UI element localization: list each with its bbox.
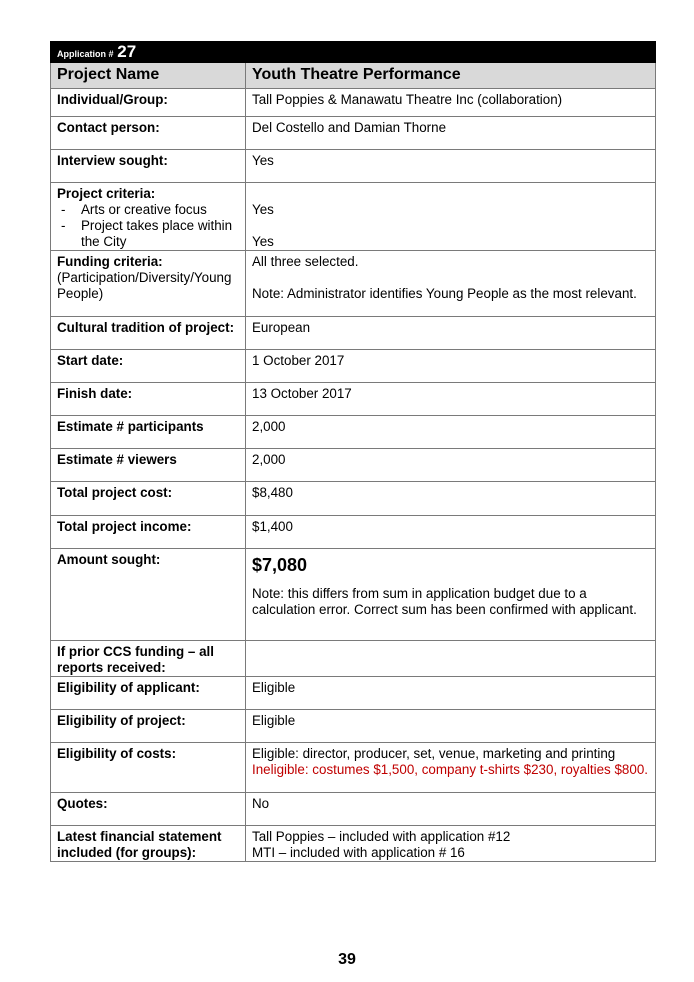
financial-statement-value-1: Tall Poppies – included with application #12 (252, 829, 511, 844)
quotes-label: Quotes: (51, 793, 246, 826)
table-row (51, 516, 656, 549)
eligibility-costs-ineligible: Ineligible: costumes $1,500, company t-shirts $230, royalties $800. (252, 762, 648, 777)
total-income-label: Total project income: (51, 516, 246, 549)
project-name-label: Project Name (51, 63, 246, 89)
application-table (50, 41, 656, 862)
table-row (51, 117, 656, 150)
table-row (51, 743, 656, 793)
interview-sought-label: Interview sought: (51, 150, 246, 183)
project-criteria-value-city: Yes (252, 234, 274, 249)
table-row (51, 641, 656, 677)
eligibility-applicant-label: Eligibility of applicant: (51, 677, 246, 710)
cultural-tradition-label: Cultural tradition of project: (51, 317, 246, 350)
project-criteria-values (246, 183, 656, 251)
eligibility-costs-values (246, 743, 656, 793)
prior-funding-label: If prior CCS funding – all reports received: (51, 641, 246, 677)
total-income-value: $1,400 (246, 516, 656, 549)
table-row (51, 826, 656, 862)
interview-sought-value: Yes (246, 150, 656, 183)
application-prefix: Application # (57, 49, 114, 59)
participants-value: 2,000 (246, 416, 656, 449)
individual-group-value: Tall Poppies & Manawatu Theatre Inc (collaboration) (246, 89, 656, 117)
project-criteria-cell (51, 183, 246, 251)
application-number-blank (246, 42, 656, 63)
application-number-row (51, 42, 656, 63)
project-criteria-value-arts: Yes (252, 202, 274, 217)
table-row (51, 350, 656, 383)
project-name-row (51, 63, 656, 89)
quotes-value: No (246, 793, 656, 826)
table-row (51, 251, 656, 317)
finish-date-value: 13 October 2017 (246, 383, 656, 416)
eligibility-costs-label: Eligibility of costs: (51, 743, 246, 793)
funding-criteria-label: Funding criteria: (57, 254, 163, 269)
table-row (51, 549, 656, 641)
application-form (50, 41, 655, 862)
financial-statement-value-2: MTI – included with application # 16 (252, 845, 465, 860)
table-row (51, 416, 656, 449)
funding-criteria-values (246, 251, 656, 317)
project-criteria-label: Project criteria: (57, 186, 156, 201)
amount-sought-note: Note: this differs from sum in application budget due to a calculation error. Correct sum has been confirmed with applicant. (252, 586, 637, 617)
funding-criteria-note: Note: Administrator identifies Young People as the most relevant. (252, 286, 637, 301)
amount-sought-value: $7,080 (252, 555, 308, 575)
individual-group-label: Individual/Group: (51, 89, 246, 117)
amount-sought-values (246, 549, 656, 641)
financial-statement-values (246, 826, 656, 862)
prior-funding-value (246, 641, 656, 677)
amount-sought-label: Amount sought: (51, 549, 246, 641)
funding-criteria-cell (51, 251, 246, 317)
project-criteria-item-city: - Project takes place within the City (57, 218, 239, 250)
table-row (51, 150, 656, 183)
start-date-value: 1 October 2017 (246, 350, 656, 383)
eligibility-project-value: Eligible (246, 710, 656, 743)
table-row (51, 89, 656, 117)
project-criteria-list (57, 202, 239, 250)
total-cost-value: $8,480 (246, 482, 656, 516)
start-date-label: Start date: (51, 350, 246, 383)
application-number: 27 (117, 42, 137, 61)
viewers-label: Estimate # viewers (51, 449, 246, 482)
funding-criteria-value: All three selected. (252, 254, 359, 269)
contact-person-label: Contact person: (51, 117, 246, 150)
application-number-cell (51, 42, 246, 63)
page-number: 39 (338, 951, 356, 968)
project-name-value: Youth Theatre Performance (246, 63, 656, 89)
eligibility-costs-eligible: Eligible: director, producer, set, venue, marketing and printing (252, 746, 616, 761)
finish-date-label: Finish date: (51, 383, 246, 416)
table-row (51, 793, 656, 826)
eligibility-project-label: Eligibility of project: (51, 710, 246, 743)
eligibility-applicant-value: Eligible (246, 677, 656, 710)
table-row (51, 710, 656, 743)
table-row (51, 317, 656, 350)
table-row (51, 449, 656, 482)
total-cost-label: Total project cost: (51, 482, 246, 516)
financial-statement-label: Latest financial statement included (for groups): (51, 826, 246, 862)
cultural-tradition-value: European (246, 317, 656, 350)
project-criteria-item-arts: - Arts or creative focus (57, 202, 239, 218)
participants-label: Estimate # participants (51, 416, 246, 449)
table-row (51, 183, 656, 251)
contact-person-value: Del Costello and Damian Thorne (246, 117, 656, 150)
table-row (51, 677, 656, 710)
funding-criteria-sublabel: (Participation/Diversity/Young People) (57, 270, 232, 301)
table-row (51, 383, 656, 416)
table-row (51, 482, 656, 516)
viewers-value: 2,000 (246, 449, 656, 482)
